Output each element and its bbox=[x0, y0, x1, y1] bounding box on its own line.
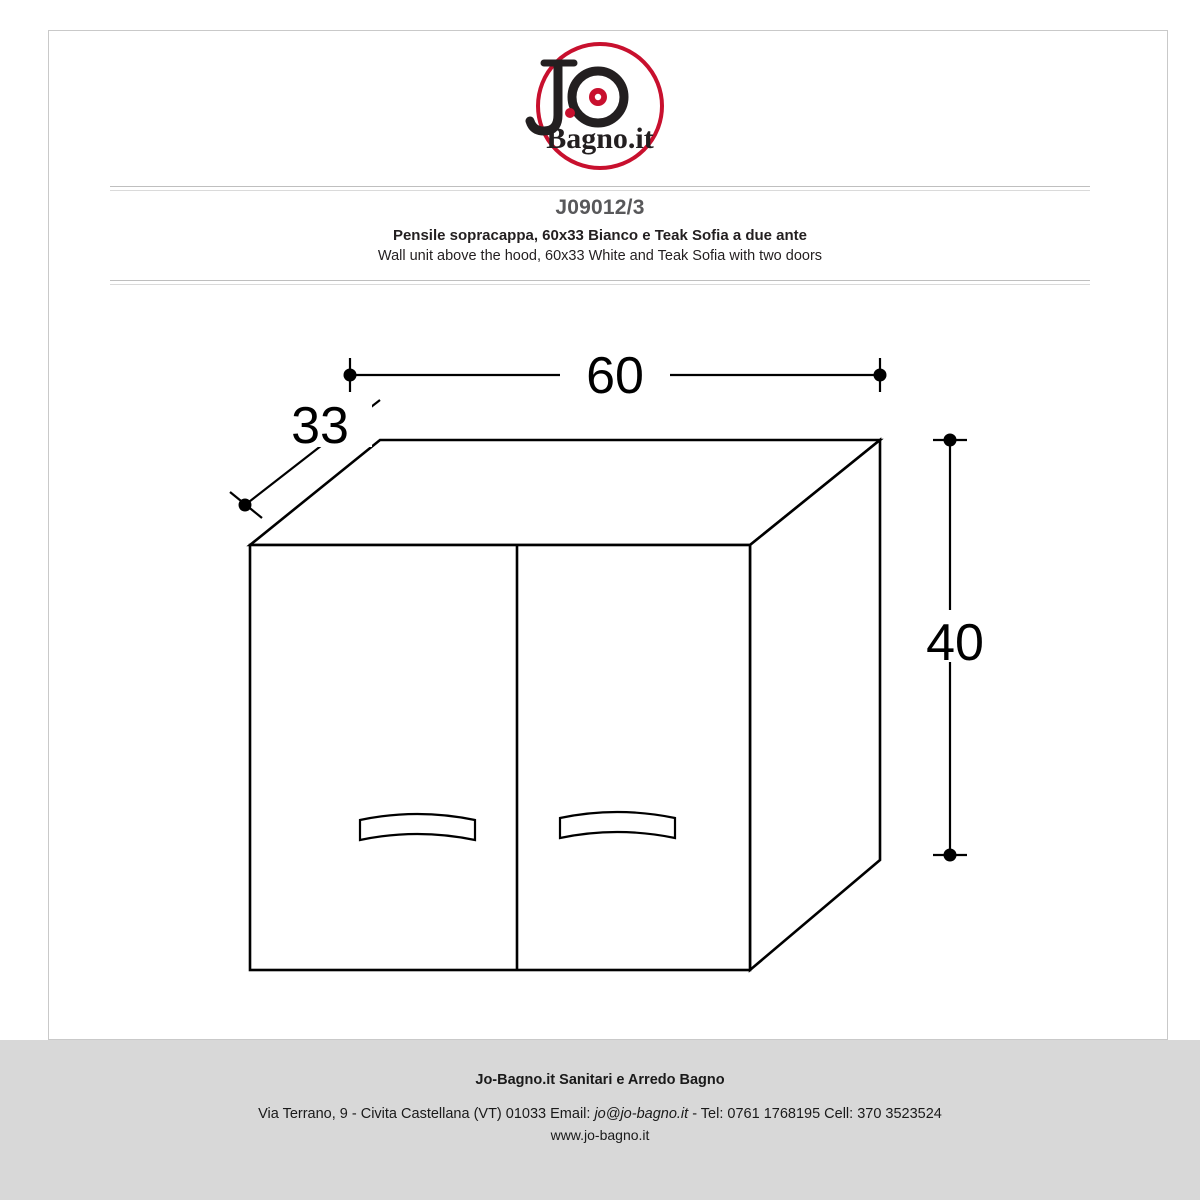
header-rule-bottom bbox=[110, 280, 1090, 281]
footer-address-prefix: Via Terrano, 9 - Civita Castellana (VT) 01033 Email: bbox=[258, 1106, 595, 1122]
product-title-it: Pensile sopracappa, 60x33 Bianco e Teak Sofia a due ante bbox=[392, 227, 808, 244]
technical-drawing-svg bbox=[150, 320, 1050, 1020]
header-rule-top bbox=[110, 186, 1090, 187]
footer-company: Jo-Bagno.it Sanitari e Arredo Bagno bbox=[475, 1072, 725, 1088]
footer-contact bbox=[0, 1106, 1200, 1122]
product-title-en: Wall unit above the hood, 60x33 White and Teak Sofia with two doors bbox=[377, 248, 823, 264]
dimension-width bbox=[344, 347, 887, 405]
cabinet-front-face bbox=[250, 545, 750, 970]
dimension-width-label: 60 bbox=[586, 347, 644, 405]
footer-address-suffix: - Tel: 0761 1768195 Cell: 370 3523524 bbox=[688, 1106, 942, 1122]
brand-logo bbox=[0, 38, 1200, 173]
dimension-depth-label: 33 bbox=[291, 397, 349, 455]
product-code: J09012/3 bbox=[555, 196, 645, 219]
footer-email[interactable]: jo@jo-bagno.it bbox=[594, 1106, 689, 1122]
footer-website[interactable]: www.jo-bagno.it bbox=[550, 1127, 650, 1143]
dimension-height bbox=[902, 434, 1012, 862]
dimension-height-label: 40 bbox=[926, 614, 984, 672]
jo-bagno-logo-icon bbox=[500, 41, 700, 171]
drawing-area bbox=[150, 320, 1050, 1020]
svg-text:Bagno.it: Bagno.it bbox=[546, 121, 654, 155]
